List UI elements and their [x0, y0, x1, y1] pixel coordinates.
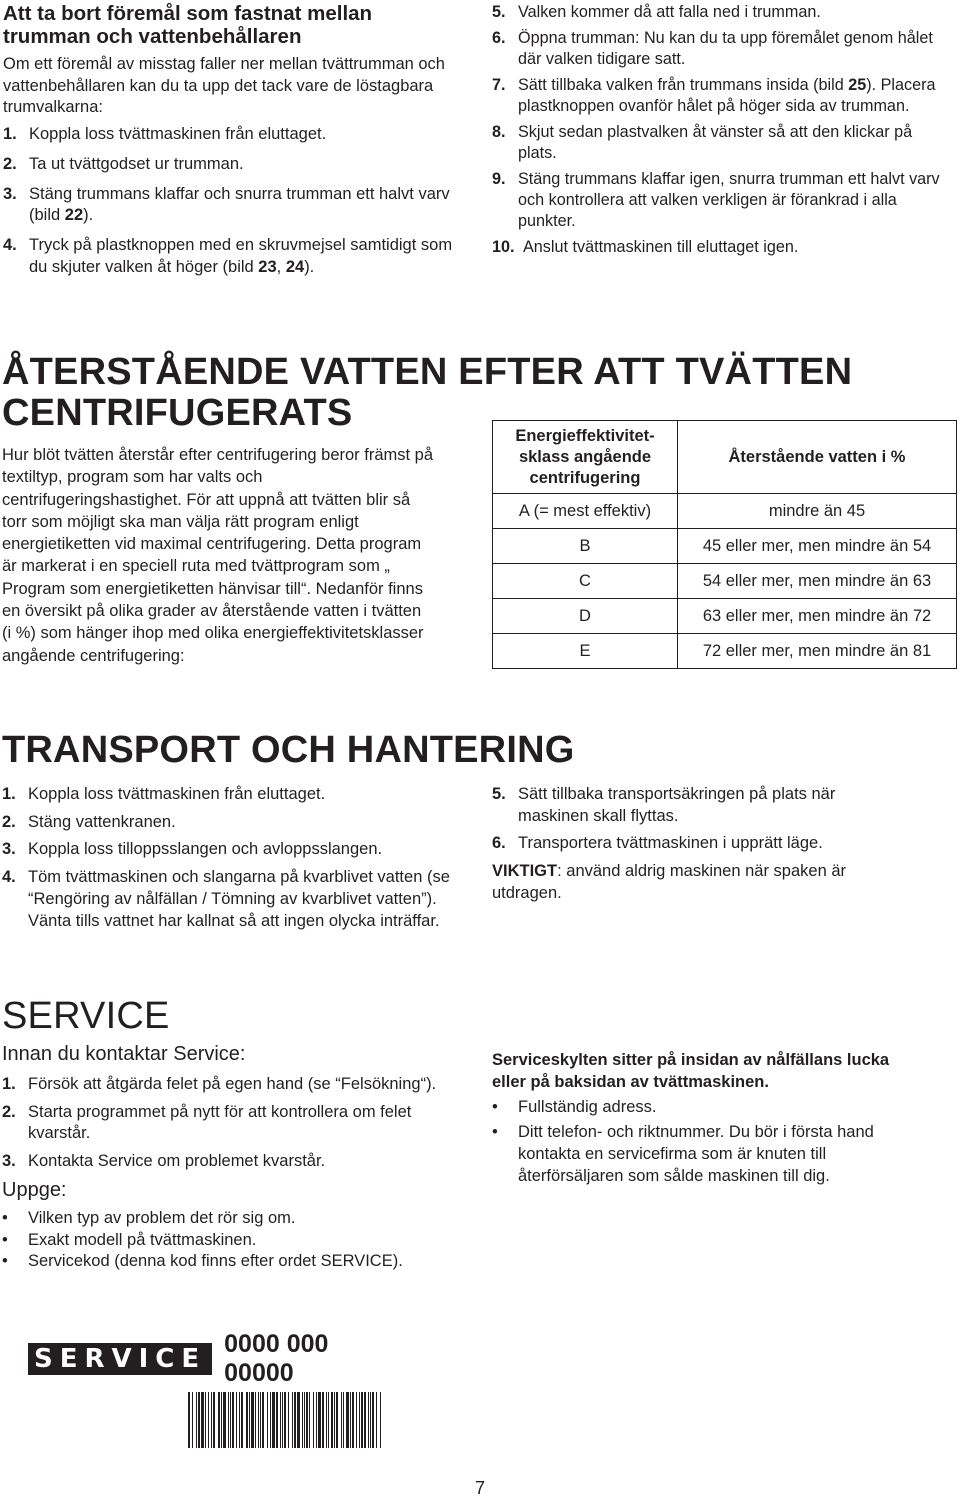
remove-object-title: Att ta bort föremål som fastnat mellan trumman och vattenbehållaren	[3, 2, 373, 48]
barcode-bar	[284, 1392, 286, 1448]
list-item: • Vilken typ av problem det rör sig om.	[2, 1208, 296, 1227]
list-item: 5. Valken kommer då att falla ned i trumman.	[492, 3, 821, 21]
transport-heading: TRANSPORT OCH HANTERING	[2, 729, 575, 771]
barcode-bar	[292, 1392, 293, 1448]
important-note	[492, 861, 902, 904]
barcode-bar	[350, 1392, 351, 1448]
barcode-bar	[376, 1392, 377, 1448]
cell-value: 54 eller mer, men mindre än 63	[678, 564, 957, 599]
barcode-bar	[372, 1392, 374, 1448]
list-item: 9. Stäng trummans klaffar igen, snurra trumman ett halvt varv och kontrollera att valken verkligen är förankrad i alla punkter.	[492, 170, 940, 230]
list-item: 2. Starta programmet på nytt för att kontrollera om felet kvarstår.	[2, 1102, 412, 1143]
barcode-bar	[313, 1392, 314, 1448]
list-item: 1. Koppla loss tvättmaskinen från eluttaget.	[3, 125, 327, 144]
barcode-bar	[239, 1392, 240, 1448]
barcode-bar	[255, 1392, 256, 1448]
cell-value: 45 eller mer, men mindre än 54	[678, 529, 957, 564]
list-item: 6. Öppna trumman: Nu kan du ta upp föremålet genom hålet där valken tidigare satt.	[492, 29, 933, 68]
barcode-bar	[346, 1392, 349, 1448]
barcode-bar	[260, 1392, 261, 1448]
list-item: • Ditt telefon- och riktnummer. Du bör i första hand kontakta en servicefirma som är knuten till återförsäljaren som sålde maskinen till dig.	[492, 1123, 874, 1185]
list-item: 5. Sätt tillbaka transportsäkringen på plats när maskinen skall flyttas.	[492, 785, 836, 825]
page-number: 7	[474, 1478, 485, 1498]
barcode-bar	[302, 1392, 303, 1448]
list-item: 10. Anslut tvättmaskinen till eluttaget igen.	[492, 238, 799, 256]
barcode-bar	[280, 1392, 281, 1448]
list-item: 2. Stäng vattenkranen.	[2, 812, 176, 831]
barcode-bar	[361, 1392, 363, 1448]
list-item: • Servicekod (denna kod finns efter ordet SERVICE).	[2, 1252, 403, 1271]
barcode-bar	[326, 1392, 327, 1448]
transport-steps-left	[2, 784, 468, 938]
barcode-bar	[267, 1392, 268, 1448]
list-item: 1. Koppla loss tvättmaskinen från eluttaget.	[2, 785, 326, 803]
barcode-bar	[223, 1392, 226, 1448]
remove-object-steps-right	[492, 2, 954, 258]
barcode-bar	[221, 1392, 222, 1448]
barcode-bar	[380, 1392, 381, 1448]
efficiency-table	[492, 420, 957, 669]
barcode-bar	[294, 1392, 296, 1448]
barcode-bar	[368, 1392, 369, 1448]
barcode-bar	[188, 1392, 190, 1448]
cell-value: 63 eller mer, men mindre än 72	[678, 599, 957, 634]
barcode-bar	[213, 1392, 215, 1448]
barcode-bar	[322, 1392, 324, 1448]
col-header-water: Återstående vatten i %	[678, 421, 957, 494]
cell-class: E	[493, 634, 678, 669]
list-item: 6. Transportera tvättmaskinen i upprätt läge.	[492, 834, 823, 853]
cell-value: mindre än 45	[678, 494, 957, 529]
barcode-bar	[359, 1392, 360, 1448]
list-item: 2. Ta ut tvättgodset ur trumman.	[3, 154, 244, 173]
barcode-bar	[304, 1392, 305, 1448]
barcode-bar	[249, 1392, 250, 1448]
barcode-bar	[196, 1392, 197, 1448]
cell-class: C	[493, 564, 678, 599]
barcode-bar	[309, 1392, 310, 1448]
barcode-bar	[352, 1392, 354, 1448]
efficiency-table-wrap	[492, 420, 957, 669]
barcode-bar	[270, 1392, 271, 1448]
barcode-bar	[262, 1392, 264, 1448]
barcode-bar	[211, 1392, 212, 1448]
important-text: : använd aldrig maskinen när spaken är utdragen.	[492, 862, 847, 902]
barcode-bar	[198, 1392, 200, 1448]
list-item: 4. Tryck på plastknoppen med en skruvmejsel samtidigt som du skjuter valken åt höger (bild 23, 24).	[3, 235, 453, 276]
barcode-bar	[328, 1392, 329, 1448]
barcode-bar	[288, 1392, 289, 1448]
list-item: 3. Koppla loss tilloppsslangen och avloppsslangen.	[2, 840, 383, 859]
service-plate-block	[492, 1050, 922, 1187]
list-item: 4. Töm tvättmaskinen och slangarna på kvarblivet vatten (se “Rengöring av nålfällan / Tömning av kvarblivet vatten”). Vänta tills vattnet har kallnat så att ingen olycka inträffar.	[2, 868, 450, 930]
barcode-bar	[370, 1392, 371, 1448]
barcode-bar	[241, 1392, 243, 1448]
barcode-bar	[356, 1392, 357, 1448]
table-header-row	[493, 421, 957, 494]
remove-object-section	[3, 2, 463, 278]
cell-value: 72 eller mer, men mindre än 81	[678, 634, 957, 669]
barcode-bar	[230, 1392, 231, 1448]
barcode-bar	[297, 1392, 300, 1448]
barcode-bar	[306, 1392, 308, 1448]
barcode-bar	[343, 1392, 344, 1448]
transport-heading-block	[2, 730, 702, 771]
service-plate-list	[492, 1097, 922, 1187]
barcode-bar	[276, 1392, 278, 1448]
barcode-bar	[282, 1392, 283, 1448]
before-contact-heading: Innan du kontaktar Service:	[2, 1043, 246, 1065]
barcode-bar	[208, 1392, 209, 1448]
service-steps	[2, 1074, 472, 1173]
list-item: 7. Sätt tillbaka valken från trummans insida (bild 25). Placera plastknoppen ovanför hålet på höger sida av trumman.	[492, 76, 936, 115]
table-row	[493, 634, 957, 669]
barcode-bar	[258, 1392, 259, 1448]
barcode-bar	[316, 1392, 317, 1448]
barcode-bar	[218, 1392, 220, 1448]
specify-heading: Uppge:	[2, 1178, 67, 1201]
service-left	[2, 996, 472, 1273]
transport-list-left	[2, 784, 468, 932]
barcode-bar	[232, 1392, 234, 1448]
list-item: • Fullständig adress.	[492, 1098, 657, 1117]
barcode-bar	[205, 1392, 206, 1448]
service-heading: SERVICE	[2, 995, 170, 1037]
important-label: VIKTIGT	[492, 862, 558, 881]
list-item: 3. Kontakta Service om problemet kvarstår.	[2, 1152, 326, 1171]
barcode-bar	[228, 1392, 229, 1448]
cell-class: B	[493, 529, 678, 564]
transport-steps-right	[492, 784, 902, 905]
list-item: 1. Försök att åtgärda felet på egen hand (se “Felsökning“).	[2, 1075, 437, 1093]
barcode-bar	[236, 1392, 237, 1448]
heading-line-1: ÅTERSTÅENDE VATTEN EFTER ATT TVÄTTEN	[2, 351, 853, 393]
barcode-bar	[251, 1392, 254, 1448]
heading-line-2: CENTRIFUGERATS	[2, 392, 353, 434]
col-header-class: Energieffektivitet- sklass angående centrifugering	[493, 421, 678, 494]
table-row	[493, 529, 957, 564]
table-row	[493, 599, 957, 634]
list-item: 3. Stäng trummans klaffar och snurra trumman ett halvt varv (bild 22).	[3, 184, 450, 225]
barcode-bar	[192, 1392, 193, 1448]
remove-steps-left	[3, 124, 463, 278]
residual-water-paragraph: Hur blöt tvätten återstår efter centrifugering beror främst på textiltyp, program som har valts och centrifugeringshastighet. För att uppnå att tvätten blir så torr som möjligt ska man välja rätt program enligt energietiketten vid maximal centrifugering. Detta program är markerat i en speciell ruta med tvättprogram som „ Program som energietiketten hänvisar till“. Nedanför finns en översikt på olika grader av återstående vatten i tvätten (i %) som hänger ihop med olika energieffektivitetsklasser angående centrifugering:	[2, 446, 434, 665]
list-item: 8. Skjut sedan plastvalken åt vänster så att den klickar på plats.	[492, 123, 913, 162]
cell-class: A (= mest effektiv)	[493, 494, 678, 529]
barcode-bar	[318, 1392, 321, 1448]
table-row	[493, 564, 957, 599]
barcode-image	[188, 1392, 384, 1448]
barcode-bar	[201, 1392, 204, 1448]
barcode-bar	[331, 1392, 333, 1448]
barcode-bar	[336, 1392, 338, 1448]
remove-steps-right	[492, 2, 954, 258]
transport-list-right	[492, 784, 902, 855]
barcode-bar	[341, 1392, 342, 1448]
table-row	[493, 494, 957, 529]
remove-object-intro: Om ett föremål av misstag faller ner mellan tvättrumman och vattenbehållaren kan du ta upp det tack vare de löstagbara trumvalkarna:	[3, 55, 445, 117]
list-item: • Exakt modell på tvättmaskinen.	[2, 1230, 257, 1249]
specify-list	[2, 1208, 472, 1273]
service-plate-heading: Serviceskylten sitter på insidan av nålfällans lucka eller på baksidan av tvättmaskinen.	[492, 1051, 890, 1091]
service-label	[28, 1330, 388, 1448]
service-label-code: 0000 000 00000	[224, 1330, 329, 1387]
service-label-word: SERVICE	[28, 1343, 212, 1375]
barcode-bar	[364, 1392, 366, 1448]
barcode-bar	[246, 1392, 248, 1448]
cell-class: D	[493, 599, 678, 634]
residual-water-body	[2, 444, 434, 667]
barcode-bar	[272, 1392, 275, 1448]
barcode-bar	[334, 1392, 335, 1448]
